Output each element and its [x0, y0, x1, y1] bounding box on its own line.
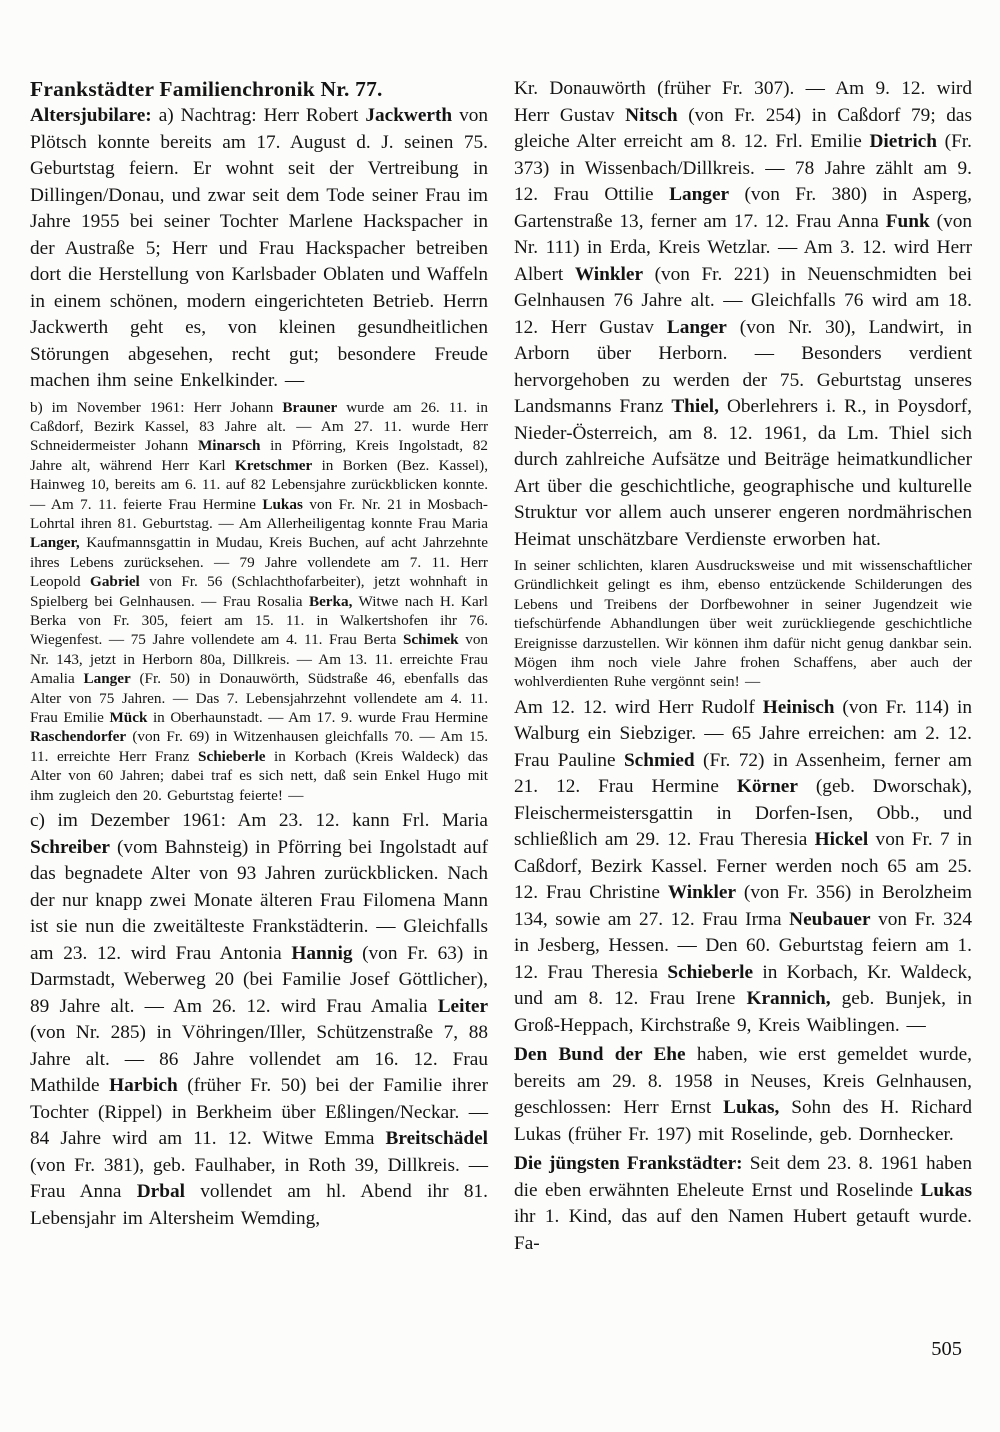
page-title: Frankstädter Familienchronik Nr. 77. [30, 77, 383, 101]
paragraph-november-1961: b) im November 1961: Herr Johann Brauner wurde am 26. 11. in Caßdorf, Bezirk Kassel, 83 Jahre alt. — Am 27. 11. wurde Herr Schneidermeister Johann Minarsch in Pförring, Kreis Ingolstadt, 82 Jahre alt, während Herr Karl Kretschmer in Borken (Bez. Kassel), Hainweg 10, bereits am 6. 11. auf 82 Lebensjahre zurückblicken konnte. — Am 7. 11. feierte Frau Hermine Lukas von Fr. Nr. 21 in Mosbach-Lohrtal ihren 81. Geburtstag. — Am Allerheiligentag konnte Frau Maria Langer, Kaufmannsgattin in Mudau, Kreis Buchen, auf acht Jahrzehnte ihres Lebens zurücksehen. — 79 Jahre vollendete am 7. 11. Herr Leopold Gabriel von Fr. 56 (Schlachthofarbeiter), jetzt wohnhaft in Spielberg bei Gelnhausen. — Frau Rosalia Berka, Witwe nach H. Karl Berka von Fr. 305, feiert am 15. 11. in Walkertshofen ihr 76. Wiegenfest. — 75 Jahre vollendete am 4. 11. Frau Berta Schimek von Nr. 143, jetzt in Herborn 80a, Dillkreis. — Am 13. 11. erreichte Frau Amalia Langer (Fr. 50) in Donauwörth, Südstraße 46, ebenfalls das Alter von 75 Jahren. — Das 7. Lebensjahrzehnt vollendete am 4. 11. Frau Emilie Mück in Oberhaunstadt. — Am 17. 9. wurde Frau Hermine Raschendorfer (von Fr. 69) in Witzenhausen gleichfalls 70. — Am 15. 11. erreichte Herr Franz Schieberle in Korbach (Kreis Waldeck) das Alter von 60 Jahren; dabei traf es sich nett, daß sein Enkel Hugo mit ihm zugleich den 20. Geburtstag feierte! — [30, 398, 489, 804]
left-column [30, 76, 488, 1260]
right-column-text [514, 76, 972, 1257]
paragraph-weitere-jubilare: Am 12. 12. wird Herr Rudolf Heinisch (von Fr. 114) in Walburg ein Siebziger. — 65 Jahre erreichen: am 2. 12. Frau Pauline Schmied (Fr. 72) in Assenheim, ferner am 21. 12. Frau Hermine Körner (geb. Dworschak), Fleischermeistersgattin in Dorfen-Isen, Obb., und schließlich am 29. 12. Frau Theresia Hickel von Fr. 7 in Caßdorf, Bezirk Kassel. Ferner werden noch 65 am 25. 12. Frau Christine Winkler (von Fr. 356) in Berolzheim 134, sowie am 27. 12. Frau Irma Neubauer von Fr. 324 in Jesberg, Hessen. — Den 60. Geburtstag feiern am 1. 12. Frau Theresia Schieberle in Korbach, Kr. Waldeck, und am 8. 12. Frau Irene Krannich, geb. Bunjek, in Groß-Heppach, Kirchstraße 9, Kreis Waiblingen. — [514, 696, 973, 1036]
right-column [514, 76, 972, 1260]
paragraph-thiel-wuerdigung: In seiner schlichten, klaren Ausdrucksweise und mit wissenschaftlicher Gründlichkeit gelingt es ihm, ebenso entzückende Schilderungen des Lebens und Treibens der Dorfbewohner in seiner Jugendzeit wie tiefschürfende Abhandlungen über weit zurückliegende geschichtliche Ereignisse darzustellen. Wir können ihm dafür nicht genug dankbar sein. Mögen ihm noch viele Jahre frohen Schaffens, aber auch der wohlverdienten Ruhe vergönnt sein! — [514, 557, 972, 691]
paragraph-dezember-fortsetzung: Kr. Donauwörth (früher Fr. 307). — Am 9. 12. wird Herr Gustav Nitsch (von Fr. 254) in Caßdorf 79; das gleiche Alter erreicht am 8. 12. Frl. Emilie Dietrich (Fr. 373) in Wissenbach/Dillkreis. — 78 Jahre zählt am 9. 12. Frau Ottilie Langer (von Fr. 380) in Asperg, Gartenstraße 13, ferner am 17. 12. Frau Anna Funk (von Nr. 111) in Erda, Kreis Wetzlar. — Am 3. 12. wird Herr Albert Winkler (von Fr. 221) in Neuenschmidten bei Gelnhausen 76 Jahre alt. — Gleichfalls 76 wird am 18. 12. Herr Gustav Langer (von Nr. 30), Landwirt, in Arborn über Herborn. — Besonders verdient hervorgehoben zu werden der 75. Geburtstag unseres Landsmanns Franz Thiel, Oberlehrers i. R., in Poysdorf, Nieder-Österreich, am 8. 12. 1961, da Lm. Thiel sich durch zahlreiche Aufsätze und Beiträge heimatkundlicher Art über die geschichtliche, geographische und kulturelle Struktur vor allem auch unserer engeren nordmährischen Heimat unschätzbare Verdienste erworben hat. [514, 78, 973, 550]
paragraph-dezember-1961: c) im Dezember 1961: Am 23. 12. kann Frl. Maria Schreiber (vom Bahnsteig) in Pförring bei Ingolstadt auf das begnadete Alter von 93 Jahren zurückblicken. Nach der nur knapp zwei Monate älteren Frau Filomena Mann ist sie nun die zweitälteste Frankstädterin. — Gleichfalls am 23. 12. wird Frau Antonia Hannig (von Fr. 63) in Darmstadt, Weberweg 20 (bei Familie Josef Göttlicher), 89 Jahre alt. — Am 26. 12. wird Frau Amalia Leiter (von Nr. 285) in Vöhringen/Iller, Schützenstraße 7, 88 Jahre alt. — 86 Jahre vollendet am 16. 12. Frau Mathilde Harbich (früher Fr. 50) bei der Familie ihrer Tochter (Rippel) in Berkheim über Eßlingen/Neckar. — 84 Jahre wird am 11. 12. Witwe Emma Breitschädel (von Fr. 381), geb. Faulhaber, in Roth 39, Dillkreis. — Frau Anna Drbal vollendet am hl. Abend ihr 81. Lebensjahr im Altersheim Wemding, [30, 810, 488, 1229]
paragraph-altersjubilare-nachtrag: Altersjubilare: a) Nachtrag: Herr Robert Jackwerth von Plötsch konnte bereits am 17. August d. J. seinen 75. Geburtstag feiern. Er wohnt seit der Vertreibung in Dillingen/Donau, und zwar seit dem Tode seiner Frau im Jahre 1955 bei seiner Tochter Marlene Hackspacher in der Austraße 5; Herr und Frau Hackspacher betreiben dort die Herstellung von Karlsbader Oblaten und Waffeln in einem schönen, modern eingerichteten Betrieb. Herrn Jackwerth geht es, von kleinen gesundheitlichen Störungen abgesehen, recht gut; besondere Freude machen ihm seine Enkelkinder. — [30, 105, 488, 391]
left-column-text [30, 103, 488, 1232]
page-number: 505 [931, 1338, 962, 1360]
paragraph-juengste-frankstaedter: Die jüngsten Frankstädter: Seit dem 23. 8. 1961 haben die eben erwähnten Eheleute Ernst und Roselinde Lukas ihr 1. Kind, das auf den Namen Hubert getauft wurde. Fa- [514, 1153, 972, 1254]
two-column-layout [30, 76, 972, 1260]
paragraph-bund-der-ehe: Den Bund der Ehe haben, wie erst gemeldet wurde, bereits am 29. 8. 1958 in Neuses, Kreis Gelnhausen, geschlossen: Herr Ernst Lukas, Sohn des H. Richard Lukas (früher Fr. 197) mit Roselinde, geb. Dornhecker. [514, 1044, 972, 1145]
